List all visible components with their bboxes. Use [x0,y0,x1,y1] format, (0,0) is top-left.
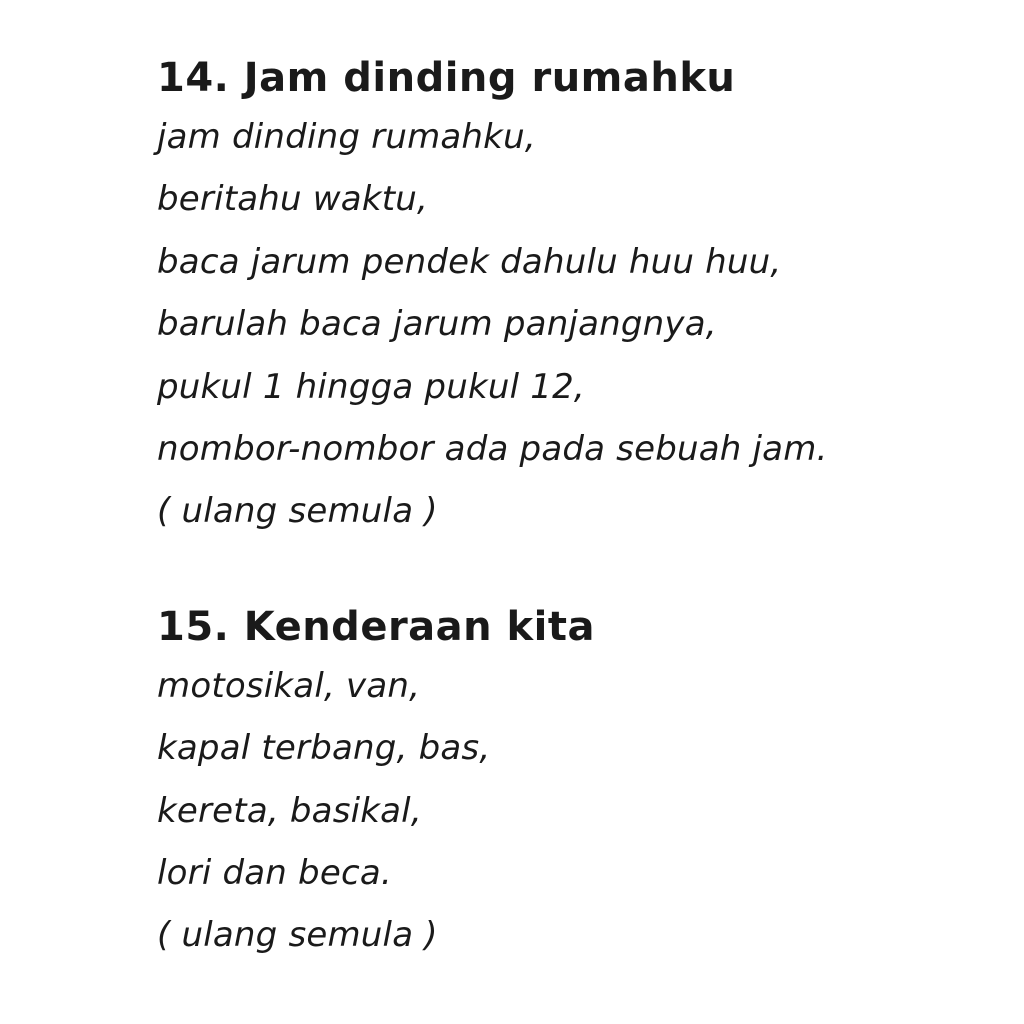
lyric-line: motosikal, van, [157,665,421,706]
lyric-line: pukul 1 hingga pukul 12, [157,366,585,407]
lyrics-list [157,106,977,543]
song-title: 15. Kenderaan kita [157,603,595,650]
song-lyrics-page [157,52,977,967]
lyric-line: nombor-nombor ada pada sebuah jam. [157,428,828,469]
song-14 [157,52,977,543]
repeat-instruction: ( ulang semula ) [157,491,438,532]
repeat-instruction: ( ulang semula ) [157,915,438,956]
lyric-line: beritahu waktu, [157,179,429,220]
lyric-line: baca jarum pendek dahulu huu huu, [157,241,782,282]
lyrics-list [157,655,977,967]
lyric-line: lori dan beca. [157,852,392,893]
lyric-line: kereta, basikal, [157,790,422,831]
lyric-line: barulah baca jarum panjangnya, [157,304,717,345]
lyric-line: kapal terbang, bas, [157,728,491,769]
lyric-line: jam dinding rumahku, [157,117,536,157]
song-15 [157,601,977,967]
song-title: 14. Jam dinding rumahku [157,55,736,101]
